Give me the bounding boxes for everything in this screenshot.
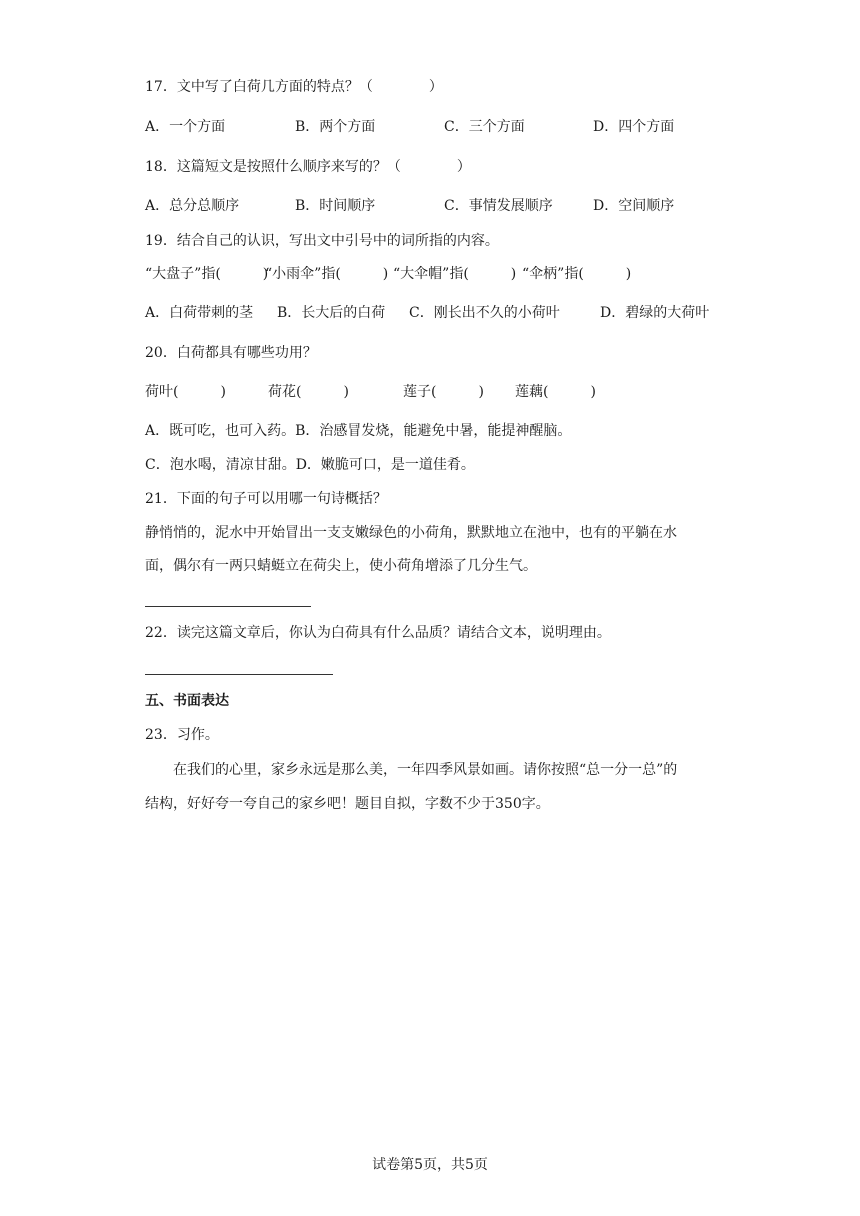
blank-xiao-yusan: “小雨伞”指( ) [265,266,389,282]
option-c: C．三个方面 [444,119,525,135]
answer-line-21[interactable] [145,606,311,607]
option-c: C．刚长出不久的小荷叶 [409,305,560,321]
question-22-stem: 22．读完这篇文章后，你认为白荷具有什么品质？请结合文本，说明理由。 [145,625,611,641]
blank-sanbing: “伞柄”指( ) [522,266,632,282]
question-17-stem: 17．文中写了白荷几方面的特点？（ ） [145,79,443,95]
question-23-prompt-line-2: 结构，好好夸一夸自己的家乡吧！题目自拟，字数不少于350字。 [145,796,550,812]
option-a: A．一个方面 [145,119,226,135]
question-21-passage-line-1: 静悄悄的，泥水中开始冒出一支支嫩绿色的小荷角，默默地立在池中，也有的平躺在水 [145,525,677,541]
question-23-stem: 23．习作。 [145,727,219,743]
option-d: D．空间顺序 [593,198,675,214]
question-20-options-line-1: A．既可吃，也可入药。B．治感冒发烧，能避免中暑，能提神醒脑。 [145,423,572,439]
option-b: B．时间顺序 [295,198,376,214]
blank-lianzi: 莲子( ) [403,384,484,400]
question-20-stem: 20．白荷都具有哪些功用？ [145,345,317,361]
blank-da-panzi: “大盘子”指( ) [145,266,269,282]
question-18-stem: 18．这篇短文是按照什么顺序来写的？（ ） [145,159,471,175]
option-b: B．两个方面 [295,119,376,135]
option-c: C．事情发展顺序 [444,198,553,214]
option-b: B．长大后的白荷 [277,305,386,321]
option-a: A．总分总顺序 [145,198,240,214]
blank-heye: 荷叶( ) [145,384,226,400]
question-23-prompt-line-1: 在我们的心里，家乡永远是那么美，一年四季风景如画。请你按照“总一分一总”的 [173,762,678,778]
blank-da-sanmao: “大伞帽”指( ) [393,266,517,282]
blank-hehua: 荷花( ) [268,384,349,400]
blank-lianou: 莲藕( ) [515,384,596,400]
question-20-options-line-2: C．泡水喝，清凉甘甜。D．嫩脆可口，是一道佳肴。 [145,457,475,473]
section-title: 五、书面表达 [145,693,229,709]
option-a: A．白荷带刺的茎 [145,305,254,321]
question-21-stem: 21．下面的句子可以用哪一句诗概括？ [145,491,387,507]
question-19-stem: 19．结合自己的认识，写出文中引号中的词所指的内容。 [145,233,499,249]
question-21-passage-line-2: 面，偶尔有一两只蜻蜓立在荷尖上，使小荷角增添了几分生气。 [145,558,537,574]
option-d: D．四个方面 [593,119,675,135]
option-d: D．碧绿的大荷叶 [600,305,710,321]
answer-line-22[interactable] [145,674,333,675]
page-number: 试卷第5页，共5页 [372,1157,488,1173]
